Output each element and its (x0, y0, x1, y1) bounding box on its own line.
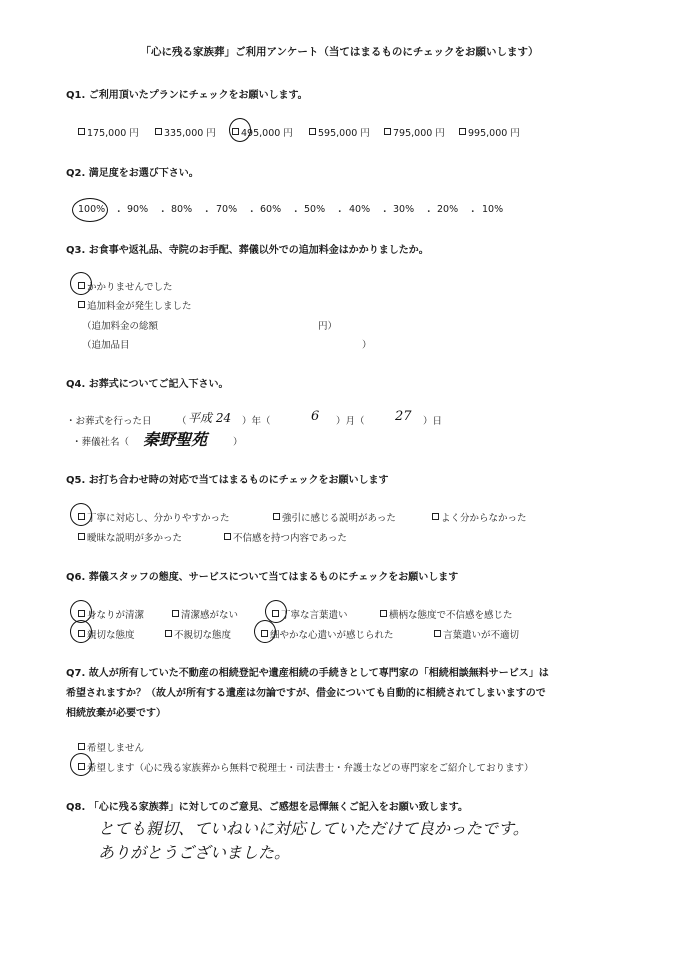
q3-item-close: ） (362, 340, 372, 351)
q4-hall-value[interactable]: 秦野聖苑 (143, 430, 208, 449)
q3-option-extra[interactable]: 追加料金が発生しました (78, 298, 192, 312)
q2-separator: ・ (424, 207, 434, 218)
q6-option-kind[interactable]: 親切な態度 (78, 627, 135, 641)
q5-option-distrust[interactable]: 不信感を持つ内容であった (224, 530, 347, 544)
checkbox (261, 630, 268, 637)
checkbox (165, 630, 172, 637)
q4-era-value[interactable]: 平成 24 (188, 411, 232, 425)
q2-option-10[interactable]: 10% (482, 204, 504, 215)
checkbox (224, 533, 231, 540)
q6-option-bad-speech[interactable]: 言葉遣いが不適切 (434, 627, 519, 641)
q2-option-60[interactable]: 60% (260, 204, 282, 215)
checkbox (273, 513, 280, 520)
q8-answer-line2[interactable]: ありがとうございました。 (98, 843, 291, 862)
q3-amount-unit: 円） (318, 321, 338, 332)
q2-option-100[interactable]: 100% (78, 204, 106, 215)
q6-option-clean[interactable]: 身なりが清潔 (78, 607, 144, 621)
q2-option-50[interactable]: 50% (304, 204, 326, 215)
checkbox (78, 282, 85, 289)
q5-option-unclear[interactable]: よく分からなかった (432, 510, 527, 524)
q2-separator: ・ (202, 207, 212, 218)
q3-item-label: （追加品目 (82, 340, 130, 351)
q2-option-70[interactable]: 70% (216, 204, 238, 215)
checkbox (232, 128, 239, 135)
q4-month-value[interactable]: 6 (311, 409, 320, 424)
q6-option-arrogant[interactable]: 横柄な態度で不信感を感じた (380, 607, 513, 621)
checkbox (380, 610, 387, 617)
q6-option-attentive[interactable]: 細やかな心遣いが感じられた (261, 627, 394, 641)
q1-option-995000[interactable]: 995,000 円 (459, 125, 520, 139)
q1-option-595000[interactable]: 595,000 円 (309, 125, 370, 139)
q2-separator: ・ (335, 207, 345, 218)
q5-option-polite[interactable]: 丁寧に対応し、分かりやすかった (78, 510, 230, 524)
q5-label: Q5. お打ち合わせ時の対応で当てはまるものにチェックをお願いします (66, 475, 389, 486)
checkbox (172, 610, 179, 617)
checkbox (78, 743, 85, 750)
q7-label-line2: 希望されますか？（故人が所有する遺産は勿論ですが、借金についても自動的に相続されてしまいますので (66, 688, 546, 699)
q2-label: Q2. 満足度をお選び下さい。 (66, 168, 199, 179)
q1-label: Q1. ご利用頂いたプランにチェックをお願いします。 (66, 90, 308, 101)
q8-label: Q8. 「心に残る家族葬」に対してのご意見、ご感想を忌憚無くご記入をお願い致します。 (66, 802, 468, 813)
checkbox (459, 128, 466, 135)
q6-option-unkind[interactable]: 不親切な態度 (165, 627, 231, 641)
checkbox (432, 513, 439, 520)
survey-title: 「心に残る家族葬」ご利用アンケート（当てはまるものにチェックをお願いします） (140, 46, 539, 58)
q4-label: Q4. お葬式についてご記入下さい。 (66, 379, 229, 390)
q1-option-175000[interactable]: 175,000 円 (78, 125, 139, 139)
q2-separator: ・ (114, 207, 124, 218)
checkbox (384, 128, 391, 135)
q2-option-80[interactable]: 80% (171, 204, 193, 215)
checkbox (309, 128, 316, 135)
checkbox (78, 513, 85, 520)
q1-option-335000[interactable]: 335,000 円 (155, 125, 216, 139)
q3-amount-label: （追加料金の総額 (82, 321, 159, 332)
q2-option-90[interactable]: 90% (127, 204, 149, 215)
q3-option-none[interactable]: かかりませんでした (78, 279, 173, 293)
checkbox (78, 630, 85, 637)
checkbox (272, 610, 279, 617)
q5-option-forceful[interactable]: 強引に感じる説明があった (273, 510, 396, 524)
q4-hall-label: ・葬儀社名（ (72, 437, 130, 448)
q1-option-495000[interactable]: 495,000 円 (232, 125, 293, 139)
q2-separator: ・ (247, 207, 257, 218)
q2-option-20[interactable]: 20% (437, 204, 459, 215)
checkbox (78, 301, 85, 308)
checkbox (155, 128, 162, 135)
q4-month-unit: ）月（ (336, 416, 365, 427)
q2-option-30[interactable]: 30% (393, 204, 415, 215)
q2-separator: ・ (468, 207, 478, 218)
q4-era-open: （ (177, 416, 187, 427)
checkbox (78, 533, 85, 540)
q5-option-vague[interactable]: 曖昧な説明が多かった (78, 530, 182, 544)
q3-label: Q3. お食事や返礼品、寺院のお手配、葬儀以外での追加料金はかかりましたか。 (66, 245, 429, 256)
q6-option-unclean[interactable]: 清潔感がない (172, 607, 238, 621)
q2-separator: ・ (158, 207, 168, 218)
checkbox (78, 763, 85, 770)
checkbox (78, 610, 85, 617)
q1-option-795000[interactable]: 795,000 円 (384, 125, 445, 139)
checkbox (78, 128, 85, 135)
q7-option-yes[interactable]: 希望します（心に残る家族葬から無料で税理士・司法書士・弁護士などの専門家をご紹介しております） (78, 760, 534, 774)
q2-separator: ・ (380, 207, 390, 218)
q7-label-line1: Q7. 故人が所有していた不動産の相続登記や遺産相続の手続きとして専門家の「相続相談無料サービス」は (66, 668, 549, 679)
q4-day-value[interactable]: 27 (395, 409, 412, 424)
q4-hall-close: ） (233, 437, 243, 448)
q8-answer-line1[interactable]: とても親切、ていねいに対応していただけて良かったです。 (98, 819, 529, 838)
q2-separator: ・ (291, 207, 301, 218)
q2-option-40[interactable]: 40% (349, 204, 371, 215)
q4-date-label: ・お葬式を行った日 (66, 416, 152, 427)
q4-day-unit: ）日 (423, 416, 443, 427)
q6-option-polite-speech[interactable]: 丁寧な言葉遣い (272, 607, 348, 621)
q6-label: Q6. 葬儀スタッフの態度、サービスについて当てはまるものにチェックをお願いします (66, 572, 459, 583)
q7-label-line3: 相続放棄が必要です） (66, 708, 166, 719)
q4-year-unit: ）年（ (242, 416, 271, 427)
q7-option-no[interactable]: 希望しません (78, 740, 144, 754)
checkbox (434, 630, 441, 637)
